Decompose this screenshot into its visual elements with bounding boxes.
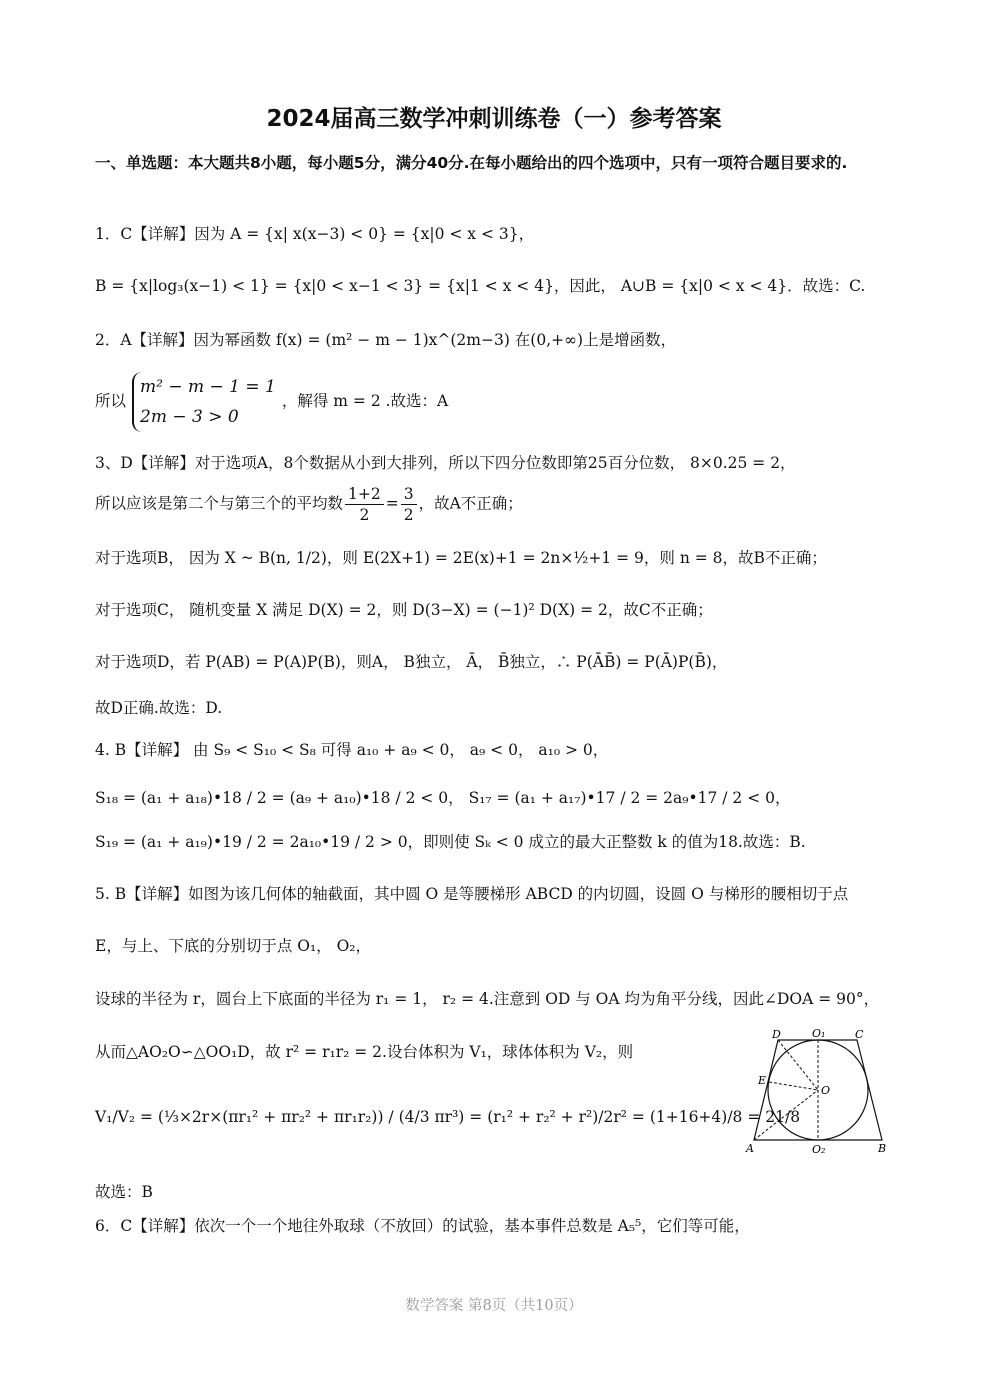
q3-line6: 故D正确.故选：D. [95,699,223,717]
section-heading: 一、单选题：本大题共8小题，每小题5分，满分40分.在每小题给出的四个选项中，只有一项符合题目要求的. [95,154,848,172]
label-a: A [746,1142,754,1155]
q3-line2: 所以应该是第二个与第三个的平均数 $\frac{1+2}{2}$ = $\frac{3}{2}$ ，故A不正确； [95,485,523,524]
label-e: E [758,1074,767,1087]
q3-line2-tail: ，故A不正确； [418,494,523,513]
q1-line1: 1．C【详解】因为 A = {x| x(x−3) < 0} = {x|0 < x < 3}， [95,225,535,243]
q4-line1: 4. B【详解】 由 S₉ < S₁₀ < S₈ 可得 a₁₀ + a₉ < 0， a₉ < 0， a₁₀ > 0， [95,741,609,759]
label-o1: O₁ [812,1028,826,1040]
q2-eq2: 2m − 3 > 0 [140,407,239,427]
q5-line4: 从而△AO₂O∽△OO₁D，故 r² = r₁r₂ = 2.设台体积为 V₁，球体体积为 V₂，则 [95,1043,634,1061]
q5-line6: 故选：B [95,1183,153,1201]
q5-line1: 5. B【详解】如图为该几何体的轴截面，其中圆 O 是等腰梯形 ABCD 的内切圆，设圆 O 与梯形的腰相切于点 [95,885,849,903]
page-title: 2024届高三数学冲刺训练卷（一）参考答案 [266,106,722,132]
q3-line1: 3、D【详解】对于选项A，8个数据从小到大排列，所以下四分位数即第25百分位数， 8×0.25 = 2， [95,454,796,472]
segment-oe [769,1082,818,1090]
q3-line4: 对于选项C， 随机变量 X 满足 D(X) = 2，则 D(3−X) = (−1)² D(X) = 2，故C不正确； [95,601,713,619]
q3-line5: 对于选项D，若 P(AB) = P(A)P(B)，则A， B独立， Ā， B̄独立，∴ P(ĀB̄) = P(Ā)P(B̄)， [95,653,728,671]
q2-line1: 2．A【详解】因为幂函数 f(x) = (m² − m − 1)x^(2m−3) 在(0,+∞)上是增函数， [95,331,677,349]
label-o2: O₂ [812,1143,826,1156]
trapezoid-incircle-figure [742,1028,892,1158]
label-b: B [878,1142,887,1155]
segment-od [778,1040,818,1090]
label-c: C [855,1028,864,1041]
q3-frac2: $\frac{3}{2}$ [401,484,417,525]
q5-line2: E，与上、下底的分别切于点 O₁， O₂， [95,937,372,955]
label-o: O [821,1084,831,1097]
page-footer: 数学答案 第8页（共10页） [405,1298,583,1314]
q1-line2: B = {x|log₃(x−1) < 1} = {x|0 < x−1 < 3} = {x|1 < x < 4}，因此， A∪B = {x|0 < x < 4}．故选：C. [95,277,866,295]
q2-system [95,372,905,432]
q4-line2: S₁₈ = (a₁ + a₁₈)•18 / 2 = (a₉ + a₁₀)•18 / 2 < 0， S₁₇ = (a₁ + a₁₇)•17 / 2 = 2a₉•17 / 2 < 0， [95,789,791,807]
q2-equation-system [132,372,276,432]
q3-line3: 对于选项B， 因为 X ~ B(n, 1/2)，则 E(2X+1) = 2E(x)+1 = 2n×½+1 = 9，则 n = 8，故B不正确； [95,549,827,567]
q5-line3: 设球的半径为 r，圆台上下底面的半径为 r₁ = 1， r₂ = 4.注意到 OD 与 OA 均为角平分线，因此∠DOA = 90°， [95,990,880,1008]
q3-line2-text: 所以应该是第二个与第三个的平均数 [95,494,344,513]
q5-line5: V₁/V₂ = (⅓×2r×(πr₁² + πr₂² + πr₁r₂)) / (4/3 πr³) = (r₁² + r₂² + r²)/2r² = (1+16+4)/8 = 21/8 [95,1108,801,1126]
q6-line1: 6．C【详解】依次一个一个地往外取球（不放回）的试验，基本事件总数是 A₅⁵，它们等可能， [95,1217,750,1235]
q2-eq1: m² − m − 1 = 1 [140,377,276,397]
q4-line3: S₁₉ = (a₁ + a₁₉)•19 / 2 = 2a₁₀•19 / 2 > 0，即则使 Sₖ < 0 成立的最大正整数 k 的值为18.故选：B. [95,833,806,851]
q3-frac1: $\frac{1+2}{2}$ [345,484,384,525]
label-d: D [772,1028,781,1041]
q2-prefix: 所以 [95,392,127,410]
q2-suffix: ，解得 m = 2 .故选：A [281,392,449,410]
